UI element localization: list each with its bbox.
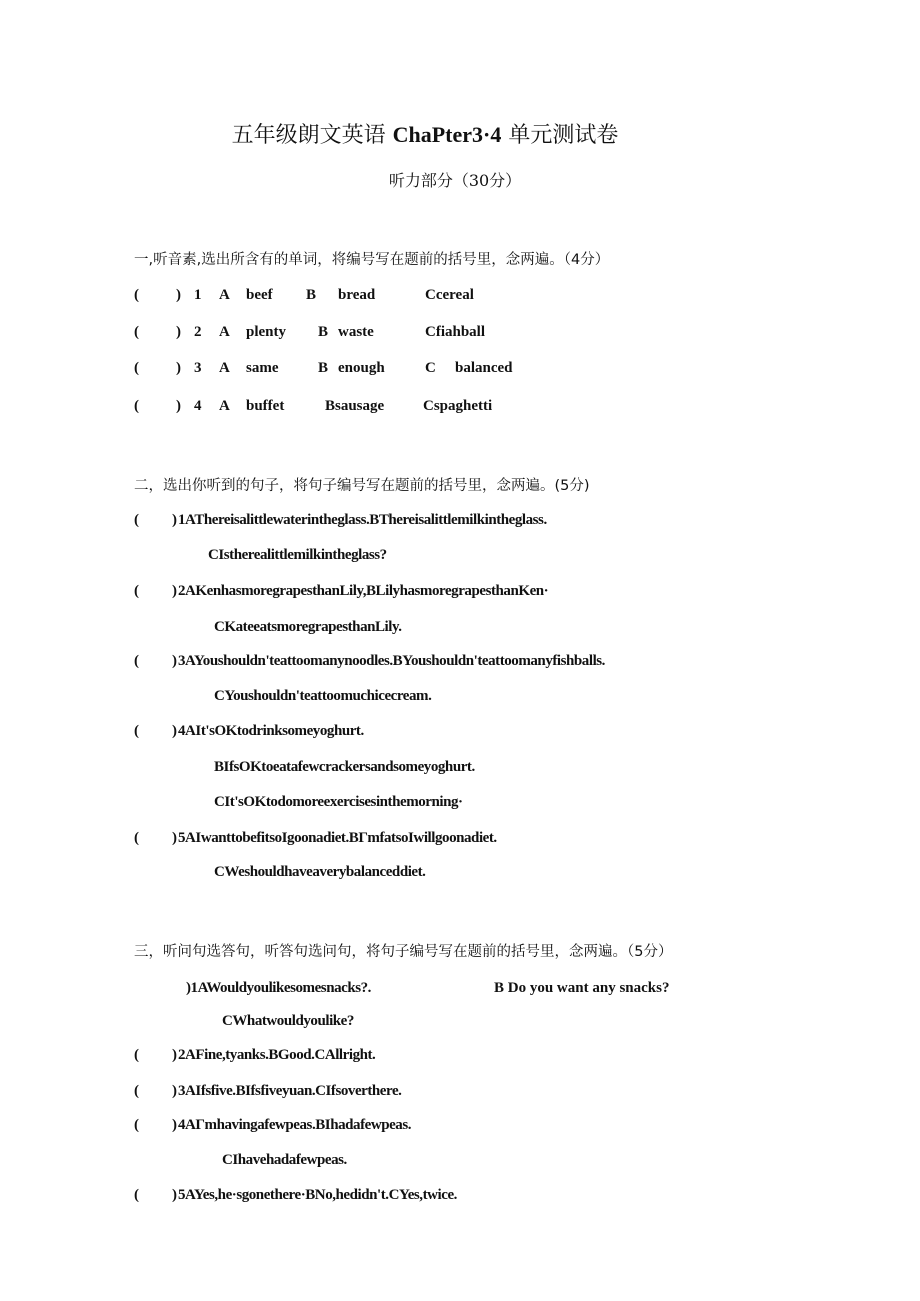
option-c-label: C (425, 360, 436, 376)
answer-paren-open: ( (134, 360, 139, 376)
answer-paren-close: ) (172, 653, 177, 669)
answer-paren-open: ( (134, 1047, 139, 1063)
question-5-options-ab: 5AIwanttobefitsoIgoonadiet.BΓmfatsoIwillgoonadiet. (178, 830, 497, 846)
answer-paren-open: ( (134, 324, 139, 340)
question-2-options: 2AFine,tyanks.BGood.CAllright. (178, 1047, 376, 1063)
answer-paren-close: ) (172, 583, 177, 599)
question-4-option-c: CIt'sOKtodomoreexercisesinthemorning· (214, 794, 463, 810)
page-title (0, 118, 850, 149)
option-b-word: bread (338, 287, 376, 303)
answer-paren-close: ) (172, 1083, 177, 1099)
question-1-options-ab: 1AThereisalittlewaterintheglass.BThereisalittlemilkintheglass. (178, 512, 547, 528)
answer-paren-close: ) (176, 398, 181, 414)
question-3-options-ab: 3AYoushouldn'teattoomanynoodles.BYoushouldn'teattoomanyfishballs. (178, 653, 605, 669)
answer-paren-open: ( (134, 512, 139, 528)
question-3-option-c: CYoushouldn'teattoomuchicecream. (214, 688, 432, 704)
answer-paren-close: ) (172, 1117, 177, 1133)
question-number: 1 (194, 287, 202, 303)
answer-paren-open: ( (134, 1083, 139, 1099)
option-b-label: B (318, 360, 329, 376)
answer-paren-open: ( (134, 1187, 139, 1203)
question-1-option-c: CWhatwouldyoulike? (222, 1013, 354, 1029)
question-number: 4 (194, 398, 202, 414)
option-c-word: balanced (455, 360, 513, 376)
option-b-word: waste (338, 324, 374, 340)
answer-paren-close: ) (172, 512, 177, 528)
question-1-option-c: CIstherealittlemilkintheglass? (208, 547, 387, 563)
question-5-option-c: CWeshouldhaveaverybalanceddiet. (214, 864, 426, 880)
question-number: 2 (194, 324, 202, 340)
option-c: Cspaghetti (423, 398, 493, 414)
option-a-word: same (246, 360, 279, 376)
answer-paren-close: ) (176, 287, 181, 303)
answer-paren-close: ) (172, 830, 177, 846)
answer-paren-open: ( (134, 653, 139, 669)
option-a-label: A (219, 287, 230, 303)
title-chapter: ChaPter3·4 (392, 122, 502, 147)
answer-paren-close: ) (176, 360, 181, 376)
answer-paren-open: ( (134, 287, 139, 303)
question-3-options: 3AIfsfive.BIfsfiveyuan.CIfsoverthere. (178, 1083, 402, 1099)
option-b: Bsausage (325, 398, 385, 414)
answer-paren-open: ( (134, 398, 139, 414)
section2-heading: 二，选出你听到的句子，将句子编号写在题前的括号里，念两遍。(5分) (134, 478, 590, 494)
option-a-label: A (219, 398, 230, 414)
option-a-label: A (219, 360, 230, 376)
answer-paren-close: ) (172, 1047, 177, 1063)
title-cn: 五年级朗文英语 (231, 123, 386, 148)
answer-paren-close: ) (172, 1187, 177, 1203)
question-1-option-a: )1AWouldyoulikesomesnacks?. (186, 980, 371, 996)
question-2-options-ab: 2AKenhasmoregrapesthanLily,BLilyhasmoregrapesthanKen· (178, 583, 549, 599)
question-4-option-b: BIfsOKtoeatafewcrackersandsomeyoghurt. (214, 759, 475, 775)
option-a-label: A (219, 324, 230, 340)
title-cn-suffix: 单元测试卷 (508, 123, 619, 148)
option-c: Cfiahball (425, 324, 486, 340)
question-4-option-c: CIhavehadafewpeas. (222, 1152, 347, 1168)
page-subtitle: 听力部分（30分） (388, 171, 522, 190)
question-1-option-b: B Do you want any snacks? (494, 980, 670, 996)
answer-paren-open: ( (134, 583, 139, 599)
question-4-options-ab: 4AΓmhavingafewpeas.BIhadafewpeas. (178, 1117, 412, 1133)
answer-paren-open: ( (134, 830, 139, 846)
question-4-option-a: 4AIt'sOKtodrinksomeyoghurt. (178, 723, 364, 739)
section1-heading: 一,听音素,选出所含有的单词，将编号写在题前的括号里，念两遍。（4分） (134, 252, 610, 268)
section3-heading: 三，听问句选答句，听答句选问句，将句子编号写在题前的括号里，念两遍。（5分） (134, 944, 673, 960)
question-2-option-c: CKateeatsmoregrapesthanLily. (214, 619, 402, 635)
answer-paren-close: ) (172, 723, 177, 739)
option-b-label: B (318, 324, 329, 340)
option-a-word: buffet (246, 398, 285, 414)
option-a-word: plenty (246, 324, 287, 340)
answer-paren-close: ) (176, 324, 181, 340)
option-b-word: enough (338, 360, 385, 376)
question-number: 3 (194, 360, 202, 376)
option-a-word: beef (246, 287, 273, 303)
question-5-options: 5AYes,he·sgonethere·BNo,hedidn't.CYes,twice. (178, 1187, 457, 1203)
option-b-label: B (306, 287, 317, 303)
option-c: Ccereal (425, 287, 474, 303)
answer-paren-open: ( (134, 1117, 139, 1133)
answer-paren-open: ( (134, 723, 139, 739)
